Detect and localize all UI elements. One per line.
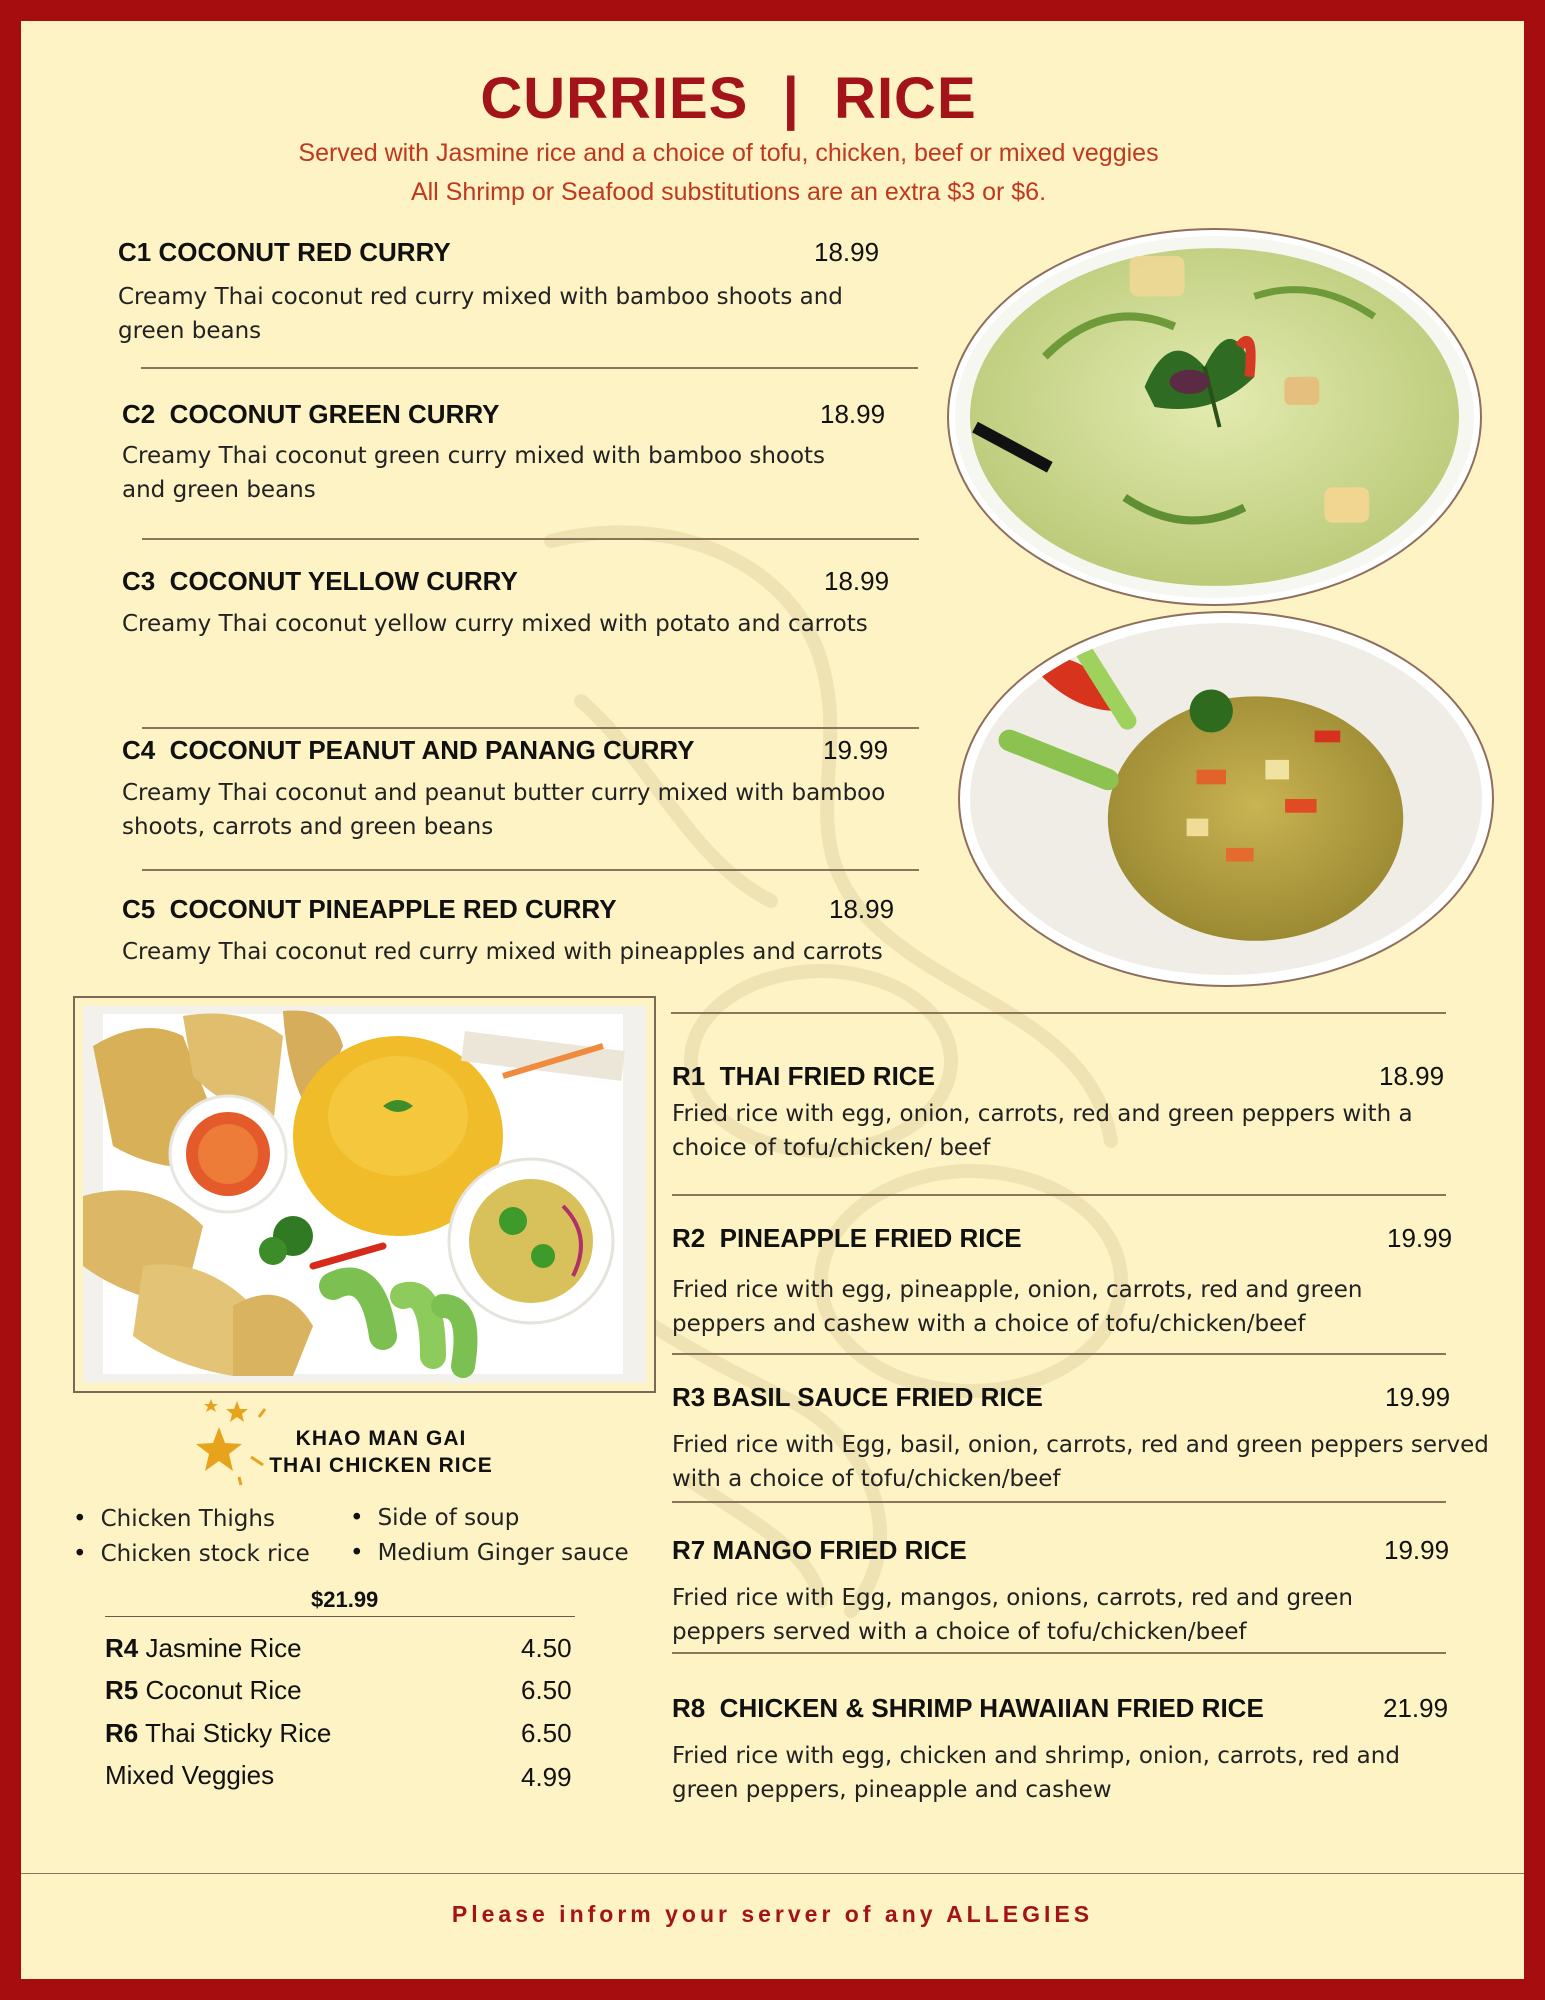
side-item-price: 6.50 [521,1675,572,1705]
side-item-price: 4.99 [521,1762,572,1792]
allergy-notice: Please inform your server of any ALLEGIES [451,1901,1094,1927]
divider [142,869,919,871]
feature-bullets-right [350,1501,629,1571]
feature-bullets-left [73,1502,310,1572]
menu-item-name: C2 COCONUT GREEN CURRY [122,399,500,429]
menu-item-name: R2 PINEAPPLE FRIED RICE [672,1223,1022,1253]
menu-item-name: C1 COCONUT RED CURRY [118,237,451,267]
feature-title-line-2: THAI CHICKEN RICE [269,1454,493,1477]
green-curry-photo [947,228,1482,606]
menu-item-description: Fried rice with egg, chicken and shrimp, onion, carrots, red and green peppers, pineapple and cashew [672,1743,1400,1803]
menu-item-price: 18.99 [829,894,895,924]
menu-item-price: 21.99 [1383,1693,1449,1723]
menu-page [21,21,1524,1979]
divider [142,727,919,729]
menu-item-description: Creamy Thai coconut red curry mixed with bamboo shoots and green beans [118,284,843,344]
page-title: CURRIES | RICE [480,66,977,131]
divider [105,1616,575,1617]
menu-item-description: Fried rice with Egg, basil, onion, carrots, red and green peppers served with a choice of tofu/chicken/beef [672,1432,1489,1492]
menu-item-description: Creamy Thai coconut yellow curry mixed with potato and carrots [122,611,868,637]
menu-item-description: Creamy Thai coconut red curry mixed with pineapples and carrots [122,939,883,965]
divider [671,1012,1446,1014]
divider [672,1652,1446,1654]
green-curry-image [955,236,1474,598]
feature-price: $21.99 [311,1587,379,1612]
side-item-name: R5 Coconut Rice [105,1675,302,1705]
menu-item-name: R8 CHICKEN & SHRIMP HAWAIIAN FRIED RICE [672,1693,1264,1723]
menu-item-description: Creamy Thai coconut green curry mixed with bamboo shoots and green beans [122,443,826,503]
menu-item-name: C4 COCONUT PEANUT AND PANANG CURRY [122,735,695,765]
divider [672,1353,1446,1355]
side-item-name: R4 Jasmine Rice [105,1633,302,1663]
menu-item-description: Fried rice with egg, onion, carrots, red and green peppers with a choice of tofu/chicken/ beef [672,1101,1413,1161]
list-item: • Chicken Thighs [73,1502,310,1537]
menu-item-name: R1 THAI FRIED RICE [672,1061,935,1091]
subtitle-line-1: Served with Jasmine rice and a choice of tofu, chicken, beef or mixed veggies [298,139,1159,167]
footer-divider [21,1873,1524,1874]
side-item-name: Mixed Veggies [105,1760,275,1790]
list-item: • Medium Ginger sauce [350,1536,629,1571]
menu-item-price: 18.99 [814,237,880,267]
divider [672,1501,1446,1503]
divider [672,1194,1446,1196]
menu-item-price: 19.99 [823,735,889,765]
khao-man-gai-image [83,1006,646,1383]
menu-item-price: 19.99 [1384,1535,1450,1565]
side-item-name: R6 Thai Sticky Rice [105,1718,332,1748]
menu-item-description: Fried rice with egg, pineapple, onion, carrots, red and green peppers and cashew with a choice of tofu/chicken/beef [672,1277,1363,1337]
fried-rice-photo [958,611,1494,987]
menu-item-description: Fried rice with Egg, mangos, onions, carrots, red and green peppers served with a choice of tofu/chicken/beef [672,1585,1353,1645]
list-item: • Side of soup [350,1501,629,1536]
subtitle-line-2: All Shrimp or Seafood substitutions are an extra $3 or $6. [410,178,1047,206]
divider [142,538,919,540]
menu-item-price: 18.99 [824,566,890,596]
fried-rice-image [970,623,1482,975]
divider [141,367,918,369]
menu-item-name: C3 COCONUT YELLOW CURRY [122,566,518,596]
list-item: • Chicken stock rice [73,1537,310,1572]
menu-item-price: 18.99 [820,399,886,429]
side-item-price: 6.50 [521,1718,572,1748]
menu-item-price: 19.99 [1387,1223,1453,1253]
menu-item-price: 18.99 [1379,1061,1445,1091]
menu-item-price: 19.99 [1385,1382,1451,1412]
menu-item-description: Creamy Thai coconut and peanut butter curry mixed with bamboo shoots, carrots and green beans [122,780,886,840]
menu-item-name: R7 MANGO FRIED RICE [672,1535,967,1565]
side-item-price: 4.50 [521,1633,572,1663]
menu-item-name: R3 BASIL SAUCE FRIED RICE [672,1382,1043,1412]
feature-title-line-1: KHAO MAN GAI [295,1427,467,1450]
menu-item-name: C5 COCONUT PINEAPPLE RED CURRY [122,894,617,924]
khao-man-gai-photo [73,996,656,1393]
